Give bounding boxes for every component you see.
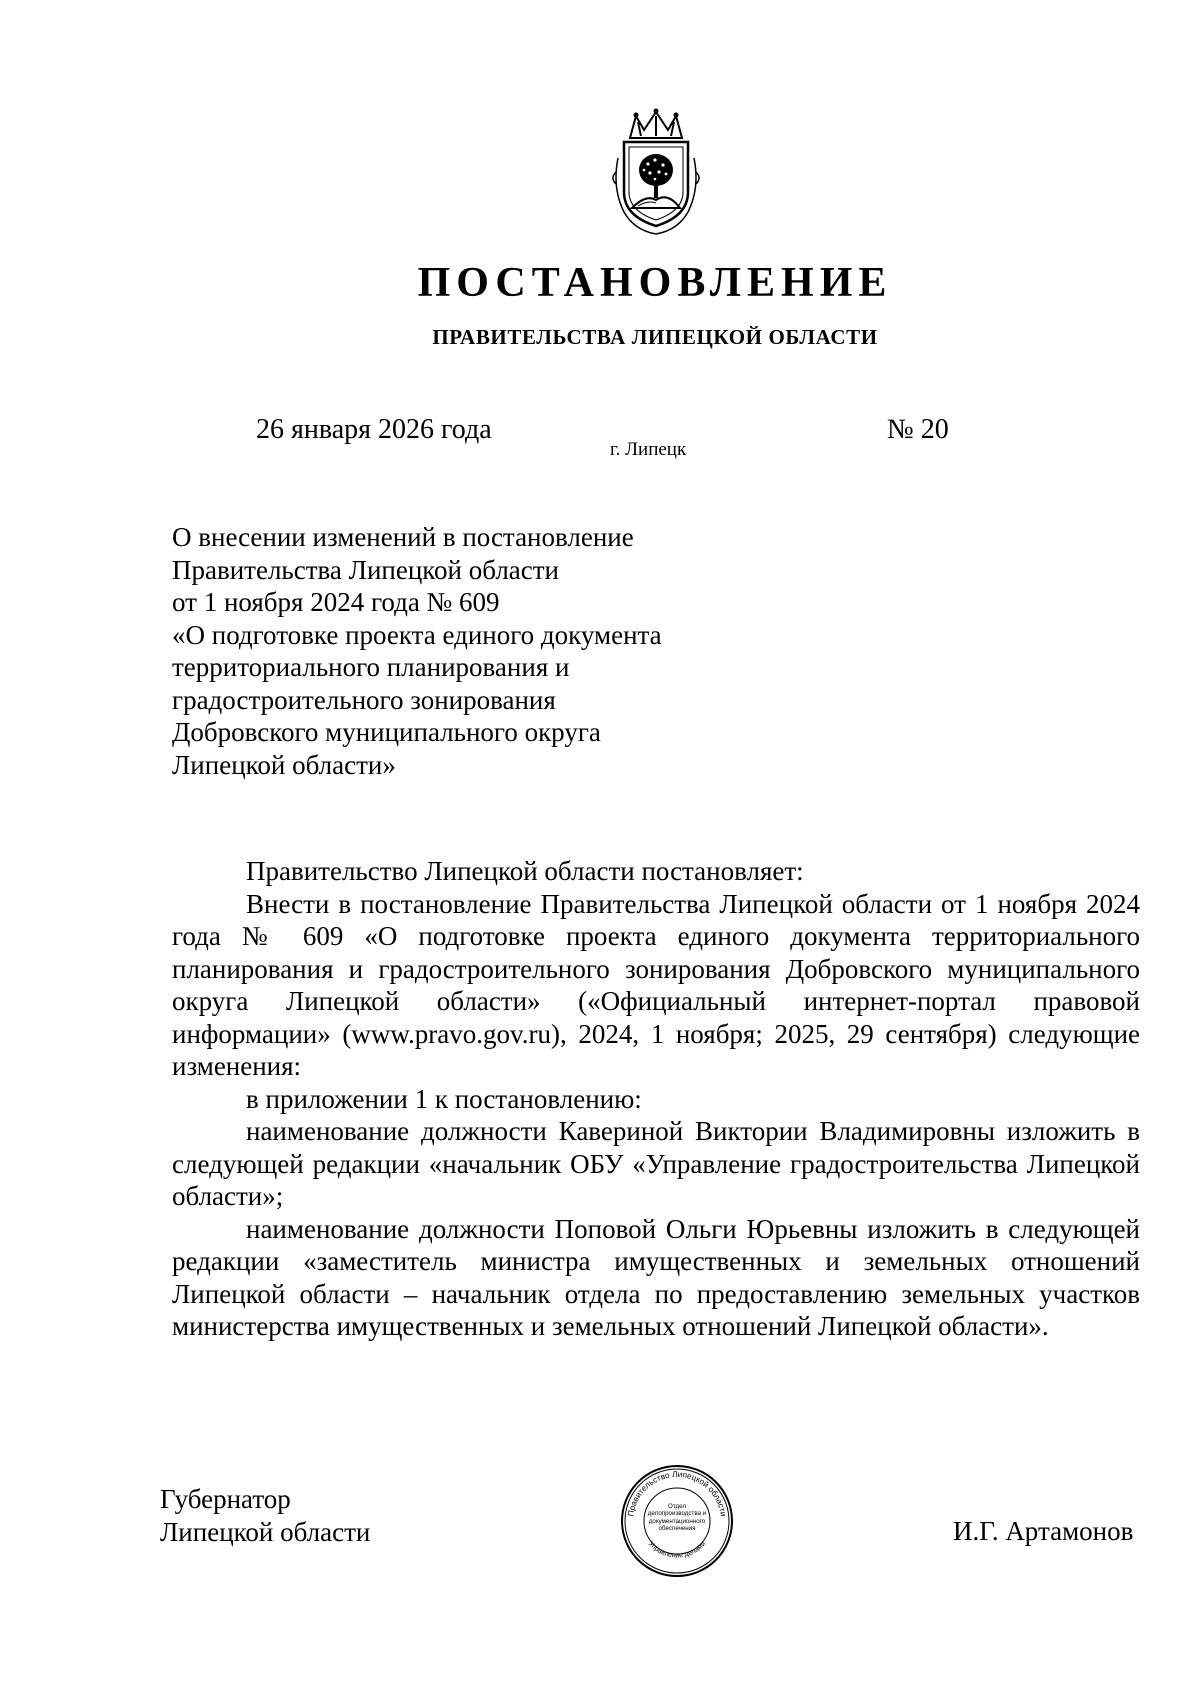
document-heading [172,521,732,781]
body-paragraph: наименование должности Поповой Ольги Юрьевны изложить в следующей редакции «заместитель министра имущественных и земельных отношений Липецкой области – начальник отдела по предоставлению земельных участков министерства имущественных и земельных отношений Липецкой области». [172,1213,1140,1341]
coat-of-arms-icon [608,108,704,236]
heading-line: территориального планирования и [172,652,570,682]
round-seal-icon [619,1463,735,1579]
body-paragraph: Внести в постановление Правительства Липецкой области от 1 ноября 2024 года № 609 «О подготовке проекта единого документа территориального планирования и градостроительного зонирования Добровского муниципального округа Липецкой области» («Официальный интернет-портал правовой информации» (www.pravo.gov.ru), 2024, 1 ноября; 2025, 29 сентября) следующие изменения: [172,888,1140,1081]
document-title: ПОСТАНОВЛЕНИЕ [417,260,893,306]
document-body [172,855,1140,1343]
document-subtitle: ПРАВИТЕЛЬСТВА ЛИПЕЦКОЙ ОБЛАСТИ [432,325,878,349]
document-city: г. Липецк [610,439,687,460]
heading-line: «О подготовке проекта единого документа [172,619,662,650]
heading-line: градостроительного зонирования [172,684,556,715]
seal-bottom-text: Управление делами [646,1540,708,1560]
document-number: № 20 [887,414,949,445]
signature-position-line: Губернатор [160,1484,291,1514]
document-date: 26 января 2026 года [256,414,492,445]
body-paragraph: наименование должности Кавериной Виктории Владимировны изложить в следующей редакции «начальник ОБУ «Управление градостроительства Липецкой области»; [172,1116,1140,1211]
body-paragraph: в приложении 1 к постановлению: [246,1083,642,1114]
heading-line: Липецкой области» [172,749,396,780]
body-paragraph: Правительство Липецкой области постановляет: [246,856,804,886]
heading-line: Правительства Липецкой области [172,554,560,585]
heading-line: О внесении изменений в постановление [172,522,634,552]
seal-outer-text: Правительство Липецкой области [626,1469,728,1518]
heading-line: Добровского муниципального округа [172,717,601,747]
signature-position-line: Липецкой области [160,1516,371,1547]
signature-position [160,1483,370,1548]
seal-inner-text: Отдел делопроизводства и документационного обеспечения [647,1503,707,1533]
signature-name: И.Г. Артамонов [953,1516,1134,1546]
heading-line: от 1 ноября 2024 года № 609 [172,587,500,617]
svg-text:Управление делами [647,1540,707,1559]
